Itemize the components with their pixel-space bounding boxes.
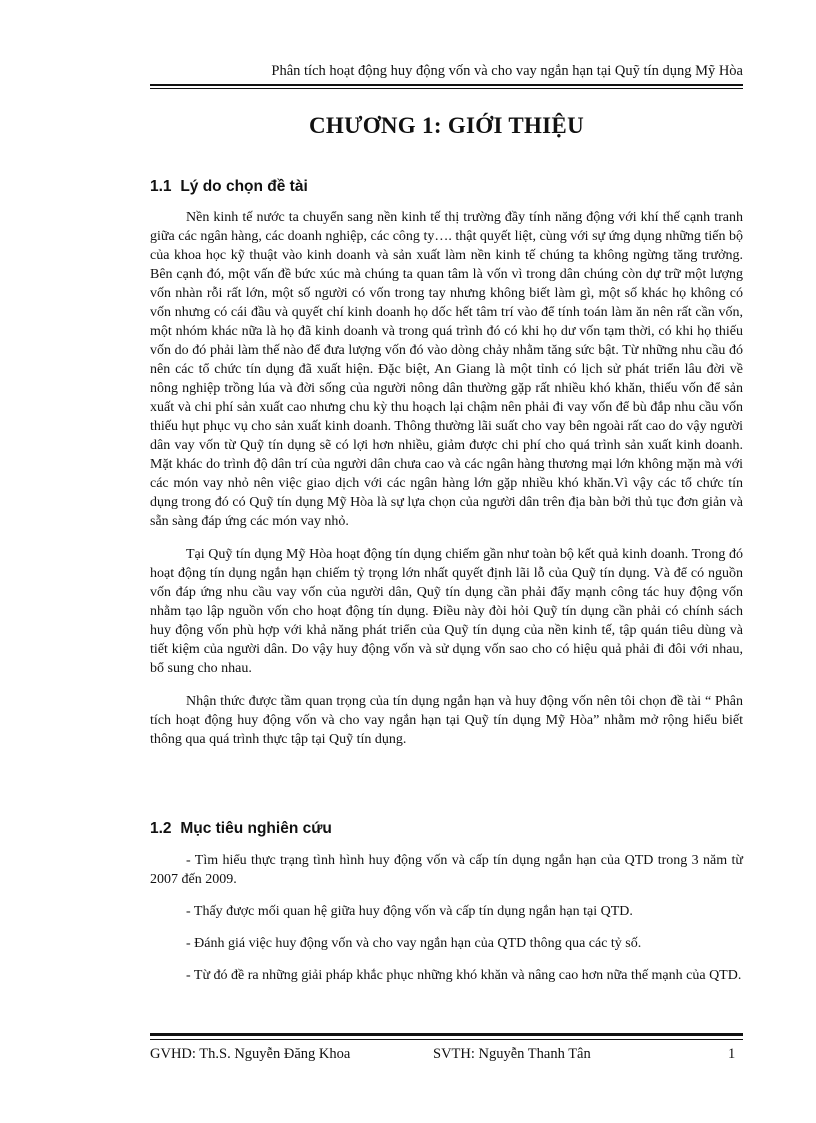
list-item: - Đánh giá việc huy động vốn và cho vay ngắn hạn của QTD thông qua các tỷ số.: [186, 936, 642, 951]
section-title: Lý do chọn đề tài: [180, 178, 308, 195]
paragraph: Nền kinh tế nước ta chuyển sang nền kinh tế thị trường đầy tính năng động với khí thế cạnh tranh giữa các ngân hàng, các doanh nghiệp, các công ty…. thật quyết liệt, cùng với sự ứng dụng những tiến bộ của khoa học kỹ thuật vào kinh doanh và sản xuất làm nền kinh tế chúng ta không ngừng tăng trưởng. Bên cạnh đó, một vấn đề bức xúc mà chúng ta quan tâm là vốn vì trong dân chúng còn dự trữ một lượng vốn nhàn rỗi rất lớn, một số người có vốn trong tay nhưng không biết làm gì, một số khác họ không có vốn nhưng có cái đầu và quyết chí kinh doanh họ dốc hết tâm trí vào để tính toán làm ăn nên rất cần vốn, một nhóm khác nữa là họ đã kinh doanh và trong quá trình đó có khi họ dư vốn tạm thời, có khi họ thiếu vốn do đó phải làm thế nào để đưa lượng vốn đó vào dòng chảy nhằm tăng sức bật. Từ những nhu cầu đó nên các tổ chức tín dụng đã xuất hiện. Đặc biệt, An Giang là một tỉnh có lịch sử phát triển lâu đời về nông nghiệp trồng lúa và đời sống của người nông dân thường gặp rất nhiều khó khăn, thiếu vốn để sản xuất và chi phí sản xuất cao nhưng chu kỳ thu hoạch lại chậm nên phải đi vay vốn để bù đắp nhu cầu vốn thiếu hụt phục vụ cho sản xuất kinh doanh. Thông thường lãi suất cho vay bên ngoài rất cao do vậy người dân vay vốn từ Quỹ tín dụng sẽ có lợi hơn nhiều, giảm được chi phí cho quá trình sản xuất kinh doanh. Mặt khác do trình độ dân trí của người dân chưa cao và các ngân hàng thương mại lớn không mặn mà với các món vay nhỏ nên việc giao dịch với các ngân hàng lớn gặp nhiều khó khăn.Vì vậy các tổ chức tín dụng trong đó có Quỹ tín dụng Mỹ Hòa là sự lựa chọn của người dân trên địa bàn bởi thủ tục đơn giản và sẵn sàng đáp ứng các món vay nhỏ.: [150, 210, 743, 529]
footer-rule-thin: [150, 1039, 743, 1040]
section-1-2-objectives: [150, 851, 743, 998]
page-number: 1: [728, 1046, 736, 1062]
footer-advisor: GVHD: Th.S. Nguyễn Đăng Khoa: [150, 1046, 351, 1062]
section-heading-1-2: [150, 820, 743, 838]
section-number: 1.2: [150, 820, 172, 837]
footer-student: SVTH: Nguyễn Thanh Tân: [433, 1046, 591, 1062]
running-header: Phân tích hoạt động huy động vốn và cho vay ngắn hạn tại Quỹ tín dụng Mỹ Hòa: [271, 63, 743, 79]
paragraph: Tại Quỹ tín dụng Mỹ Hòa hoạt động tín dụng chiếm gần như toàn bộ kết quả kinh doanh. Trong đó hoạt động tín dụng ngắn hạn chiếm tỷ trọng lớn nhất quyết định lãi lỗ của Quỹ tín dụng. Và để có nguồn vốn đáp ứng nhu cầu vay vốn của người dân, Quỹ tín dụng cần phải đẩy mạnh công tác huy động vốn nhằm tạo lập nguồn vốn cho hoạt động tín dụng. Điều này đòi hỏi Quỹ tín dụng cần phải có chính sách huy động vốn phù hợp với khả năng phát triển của Quỹ tín dụng của nền kinh tế, tập quán tiêu dùng và tiết kiệm của người dân. Do vậy huy động vốn và sử dụng vốn sao cho có hiệu quả phải đi đôi với nhau, bổ sung cho nhau.: [150, 547, 743, 676]
section-heading-1-1: [150, 178, 743, 196]
list-item: - Tìm hiểu thực trạng tình hình huy động vốn và cấp tín dụng ngắn hạn của QTD trong 3 năm từ 2007 đến 2009.: [150, 853, 743, 887]
section-title: Mục tiêu nghiên cứu: [180, 820, 332, 837]
section-number: 1.1: [150, 178, 172, 195]
footer-rule: [150, 1033, 743, 1036]
chapter-title: CHƯƠNG 1: GIỚI THIỆU: [308, 113, 584, 138]
section-1-1-body: [150, 208, 743, 763]
list-item: - Từ đó đề ra những giải pháp khắc phục những khó khăn và nâng cao hơn nữa thế mạnh của QTD.: [186, 968, 742, 983]
paragraph: Nhận thức được tầm quan trọng của tín dụng ngắn hạn và huy động vốn nên tôi chọn đề tài “ Phân tích hoạt động huy động vốn và cho vay ngắn hạn tại Quỹ tín dụng Mỹ Hòa” nhằm mở rộng hiểu biết thông qua quá trình thực tập tại Quỹ tín dụng.: [150, 694, 743, 747]
header-rule-thin: [150, 88, 743, 89]
list-item: - Thấy được mối quan hệ giữa huy động vốn và cấp tín dụng ngắn hạn tại QTD.: [186, 904, 633, 919]
header-rule: [150, 84, 743, 86]
